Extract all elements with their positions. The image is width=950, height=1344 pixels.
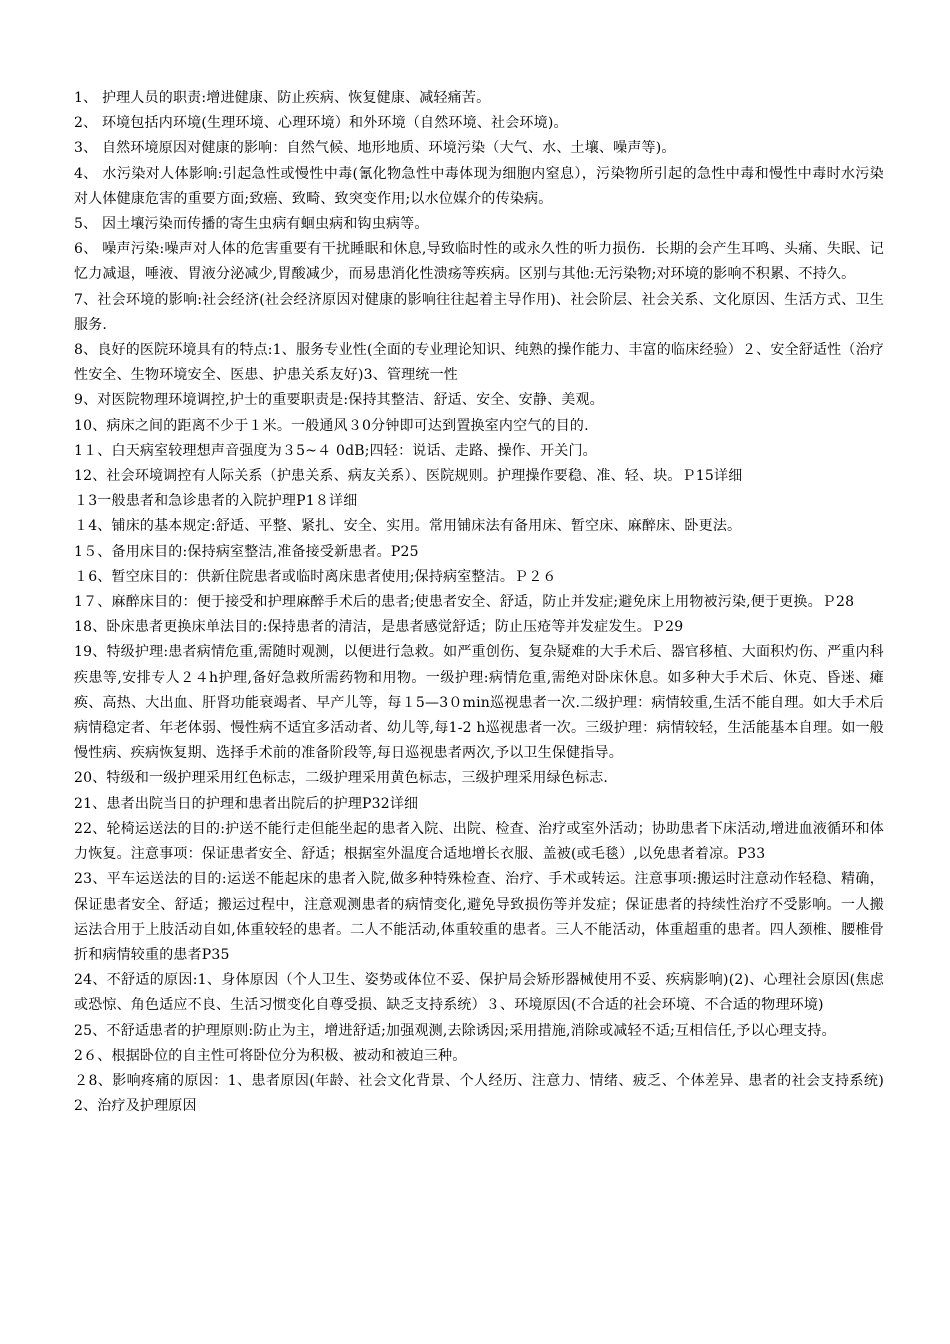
paragraph-21: 21、患者出院当日的护理和患者出院后的护理P32详细 <box>74 795 419 812</box>
paragraph-7: 7、社会环境的影响:社会经济(社会经济原因对健康的影响往往起着主导作用)、社会阶层、社会关系、文化原因、生活方式、卫生服务. <box>74 291 884 333</box>
paragraph-10: 10、病床之间的距离不少于１米。一般通风３0分钟即可达到置换室内空气的目的. <box>74 417 589 434</box>
paragraph-15: 1５、备用床目的:保持病室整洁,准备接受新患者。P25 <box>74 543 419 560</box>
paragraph-20: 20、特级和一级护理采用红色标志，二级护理采用黄色标志，三级护理采用绿色标志. <box>74 770 609 787</box>
paragraph-24: 24、不舒适的原因:1、身体原因（个人卫生、姿势或体位不妥、保护局会矫形器械使用不妥、疾病影响)(2)、心理社会原因(焦虑或恐惊、角色适应不良、生活习惯变化自尊受损、缺乏支持系统）３、环境原因(不合适的社会环境、不合适的物理环境) <box>74 972 884 1014</box>
paragraph-28: ２8、影响疼痛的原因：1、患者原因(年龄、社会文化背景、个人经历、注意力、情绪、疲乏、个体差异、患者的社会支持系统)2、治疗及护理原因 <box>74 1072 884 1115</box>
paragraph-3: 3、 自然环境原因对健康的影响：自然气候、地形地质、环境污染（大气、水、土壤、噪声等)。 <box>74 140 676 157</box>
paragraph-23: 23、平车运送法的目的:运送不能起床的患者入院,做多种特殊检查、治疗、手术或转运。注意事项:搬运时注意动作轻稳、精确，保证患者安全、舒适；搬运过程中，注意观测患者的病情变化,避免导致损伤等并发症；保证患者的持续性治疗不受影响。一人搬运法合用于上肢活动自如,体重较轻的患者。二人不能活动,体重较重的患者。三人不能活动，体重超重的患者。四人颈椎、腰椎骨折和病情较重的患者P35 <box>74 871 884 963</box>
paragraph-14: １4、铺床的基本规定:舒适、平整、紧扎、安全、实用。常用铺床法有备用床、暂空床、麻醉床、卧更法。 <box>74 518 742 535</box>
paragraph-5: 5、 因土壤污染而传播的寄生虫病有蛔虫病和钩虫病等。 <box>74 216 429 233</box>
paragraph-16: １6、暂空床目的：供新住院患者或临时离床患者使用;保持病室整洁。Ｐ２６ <box>74 568 557 585</box>
paragraph-9: 9、对医院物理环境调控,护士的重要职责是:保持其整洁、舒适、安全、安静、美观。 <box>74 392 604 409</box>
paragraph-12: 12、社会环境调控有人际关系（护患关系、病友关系）、医院规则。护理操作要稳、准、轻、块。Ｐ15详细 <box>74 468 743 485</box>
paragraph-13: １3一般患者和急诊患者的入院护理P1８详细 <box>74 493 358 510</box>
paragraph-8: 8、良好的医院环境具有的特点:1、服务专业性(全面的专业理论知识、纯熟的操作能力、丰富的临床经验）２、安全舒适性（治疗性安全、生物环境安全、医患、护患关系友好)3、管理统一性 <box>74 342 884 384</box>
paragraph-17: 1７、麻醉床目的：便于接受和护理麻醉手术后的患者;使患者安全、舒适，防止并发症;避免床上用物被污染,便于更换。Ｐ28 <box>74 594 855 611</box>
paragraph-11: 1１、白天病室较理想声音强度为３5~４ 0dB;四轻：说话、走路、操作、开关门。 <box>74 442 597 459</box>
document-page <box>74 86 884 1119</box>
paragraph-26: 2６、根据卧位的自主性可将卧位分为积极、被动和被迫三种。 <box>74 1047 467 1064</box>
paragraph-18: 18、卧床患者更换床单法目的:保持患者的清洁，是患者感觉舒适；防止压疮等并发症发生。Ｐ29 <box>74 619 684 636</box>
paragraph-2: 2、 环境包括内环境(生理环境、心理环境）和外环境（自然环境、社会环境)。 <box>74 115 568 132</box>
paragraph-6: 6、 噪声污染:噪声对人体的危害重要有干扰睡眠和休息,导致临时性的或永久性的听力损伤．长期的会产生耳鸣、头痛、失眠、记忆力减退，唾液、胃液分泌减少,胃酸减少，而易患消化性溃疡等疾病。区别与其他:无污染物;对环境的影响不积累、不持久。 <box>74 241 884 283</box>
paragraph-1: 1、 护理人员的职责:增进健康、防止疾病、恢复健康、减轻痛苦。 <box>74 90 491 106</box>
paragraph-19: 19、特级护理:患者病情危重,需随时观测，以便进行急救。如严重创伤、复杂疑难的大手术后、器官移植、大面积灼伤、严重内科疾患等,安排专人２４h护理,备好急救所需药物和用物。一级护理:病情危重,需绝对卧床休息。如多种大手术后、休克、昏迷、瘫痪、高热、大出血、肝肾功能衰竭者、早产儿等，每１5—3０min巡视患者一次.二级护理：病情较重,生活不能自理。如大手术后病情稳定者、年老体弱、慢性病不适宜多活动者、幼儿等,每1-2 h巡视患者一次。三级护理：病情较轻，生活能基本自理。如一般慢性病、疾病恢复期、选择手术前的准备阶段等,每日巡视患者两次,予以卫生保健指导。 <box>74 644 884 762</box>
paragraph-25: 25、不舒适患者的护理原则:防止为主，增进舒适;加强观测,去除诱因;采用措施,消除或减轻不适;互相信任,予以心理支持。 <box>74 1022 836 1039</box>
paragraph-4: 4、 水污染对人体影响:引起急性或慢性中毒(氰化物急性中毒体现为细胞内窒息），污染物所引起的急性中毒和慢性中毒时水污染对人体健康危害的重要方面;致癌、致畸、致突变作用;以水位媒介的传染病。 <box>74 165 884 207</box>
paragraph-22: 22、轮椅运送法的目的:护送不能行走但能坐起的患者入院、出院、检查、治疗或室外活动；协助患者下床活动,增进血液循环和体力恢复。注意事项：保证患者安全、舒适；根据室外温度合适地增长衣服、盖被(或毛毯）,以免患者着凉。P33 <box>74 820 884 863</box>
